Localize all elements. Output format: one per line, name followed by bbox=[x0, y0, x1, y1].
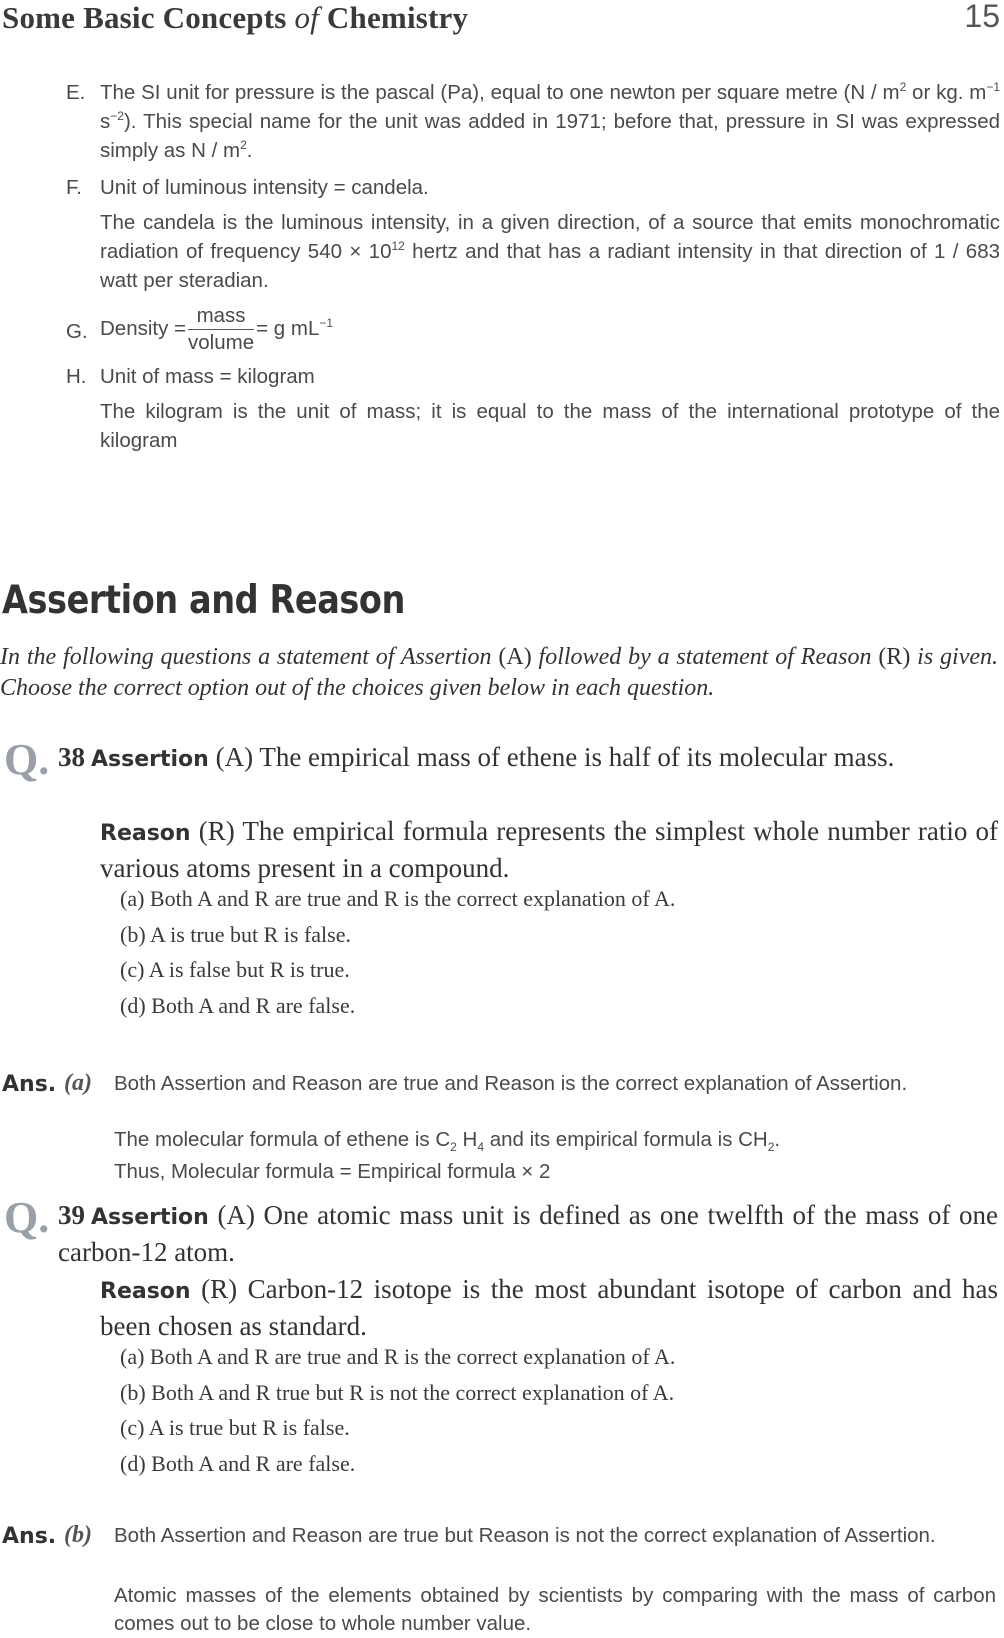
answer-39-detail: Atomic masses of the elements obtained by scientists by comparing with the mass of carbon comes out to be close to whole number value. bbox=[114, 1584, 996, 1635]
unit-e-text: The SI unit for pressure is the pascal (Pa), equal to one newton per square metre ($N / m^2$ or kg. $m^{-1}$ $s^{-2}$). This special name for the unit was added in 1971; before that, pressure in SI was expressed simply as N / $m^2$. bbox=[100, 80, 1000, 162]
section-instructions: In the following questions a statement of Assertion (A) followed by a statement of Reason (R) is given. Choose the correct option out of the choices given below in each question. bbox=[0, 644, 999, 701]
option-a: (a) Both A and R are true and R is the correct explanation of A. bbox=[120, 886, 676, 911]
assertion-39: 39 Assertion (A) One atomic mass unit is defined as one twelfth of the mass of one carbon-12 atom. bbox=[58, 1200, 998, 1267]
answer-39-explanation: Both Assertion and Reason are true but Reason is not the correct explanation of Assertion. bbox=[114, 1524, 936, 1547]
question-mark-icon: Q. bbox=[4, 1193, 50, 1242]
chapter-title: Some Basic Concepts of Chemistry bbox=[2, 0, 469, 35]
page-number: 15 bbox=[964, 0, 1000, 34]
option-b: (b) Both A and R true but R is not the correct explanation of A. bbox=[120, 1379, 675, 1405]
option-c: (c) A is true but R is false. bbox=[120, 1415, 350, 1440]
option-b: (b) A is true but R is false. bbox=[120, 921, 351, 947]
unit-f-title: Unit of luminous intensity = candela. bbox=[100, 176, 429, 199]
option-c: (c) A is false but R is true. bbox=[120, 957, 350, 982]
answer-label: Ans. bbox=[2, 1072, 57, 1097]
options-38 bbox=[120, 881, 675, 1023]
section-heading: Assertion and Reason bbox=[2, 578, 405, 623]
reason-39: Reason (R) Carbon-12 isotope is the most abundant isotope of carbon and has been chosen as standard. bbox=[100, 1274, 998, 1341]
answer-choice: (b) bbox=[64, 1522, 92, 1548]
option-a: (a) Both A and R are true and R is the correct explanation of A. bbox=[120, 1344, 676, 1369]
page-header bbox=[0, 0, 1004, 40]
unit-h-description: The kilogram is the unit of mass; it is equal to the mass of the international prototype of the kilogram bbox=[100, 400, 1000, 452]
unit-item-g: G. Density = $\frac{\text{mass}}{\text{volume}}$ = g $mL^{-1}$ bbox=[66, 303, 1000, 356]
unit-item-f: F. Unit of luminous intensity = candela. bbox=[66, 173, 1000, 202]
unit-item-e: E. The SI unit for pressure is the pascal (Pa), equal to one newton per square metre ($N / m^2$ or kg. $m^{-1}$ $s^{-2}$). This special name for the unit was added in 1971; before that, pressure in SI was expressed simply as N / $m^2$. bbox=[66, 78, 1000, 165]
reason-38: Reason (R) The empirical formula represents the simplest whole number ratio of various atoms present in a compound. bbox=[100, 816, 998, 883]
option-d: (d) Both A and R are false. bbox=[120, 992, 356, 1018]
units-list bbox=[66, 78, 1000, 455]
density-fraction: $\frac{\text{mass}}{\text{volume}}$ bbox=[188, 304, 255, 354]
answer-38-formula: The molecular formula of ethene is $C_2$ $H_4$ and its empirical formula is $CH_2$. bbox=[114, 1128, 781, 1155]
unit-h-title: Unit of mass = kilogram bbox=[100, 365, 315, 388]
unit-item-h: H. Unit of mass = kilogram bbox=[66, 362, 1000, 391]
unit-f-description: The candela is the luminous intensity, in a given direction, of a source that emits monochromatic radiation of frequency $540 \times 10^{12}$ hertz and that has a radiant intensity in that direction of 1 / 683 watt per steradian. bbox=[100, 211, 1001, 292]
options-39 bbox=[120, 1339, 675, 1481]
answer-choice: (a) bbox=[64, 1070, 92, 1096]
question-mark-icon: Q. bbox=[4, 735, 50, 784]
answer-label: Ans. bbox=[2, 1524, 57, 1549]
assertion-38: 38 Assertion (A) The empirical mass of ethene is half of its molecular mass. bbox=[58, 742, 895, 772]
answer-38-conclusion: Thus, Molecular formula = Empirical formula × 2 bbox=[114, 1160, 551, 1183]
answer-38-explanation: Both Assertion and Reason are true and Reason is the correct explanation of Assertion. bbox=[114, 1072, 908, 1095]
option-d: (d) Both A and R are false. bbox=[120, 1450, 356, 1476]
density-formula: Density = $\frac{\text{mass}}{\text{volume}}$ = g $mL^{-1}$ bbox=[100, 304, 334, 354]
